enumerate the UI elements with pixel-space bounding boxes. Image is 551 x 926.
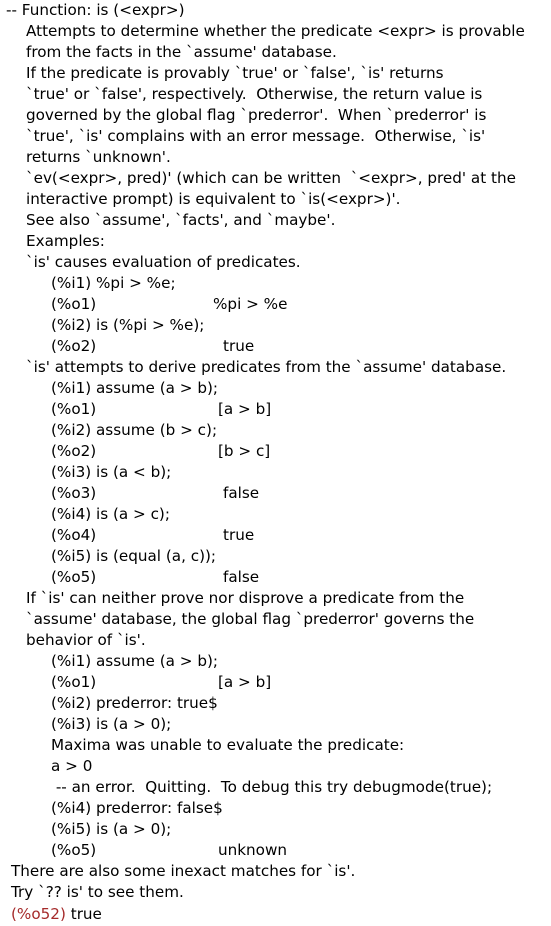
description-line: If the predicate is provably `true' or `false', `is' returns — [26, 64, 444, 82]
error-message: Maxima was unable to evaluate the predicate: — [51, 736, 405, 754]
output-line — [51, 483, 96, 504]
input-line — [51, 693, 218, 714]
input-line — [51, 546, 216, 567]
input-text: assume (a > b); — [96, 379, 219, 397]
description-line: interactive prompt) is equivalent to `is(<expr>)'. — [26, 190, 401, 208]
input-text: is (a > 0); — [96, 820, 172, 838]
output-label: (%o4) — [51, 526, 97, 544]
section-intro: behavior of `is'. — [26, 631, 146, 649]
input-text: is (equal (a, c)); — [96, 547, 217, 565]
output-value: [a > b] — [218, 673, 272, 691]
input-line — [51, 420, 217, 441]
section-intro: If `is' can neither prove nor disprove a predicate from the — [26, 589, 465, 607]
output-line — [51, 294, 96, 315]
output-value: unknown — [218, 841, 288, 859]
input-text: prederror: true$ — [96, 694, 218, 712]
input-line — [51, 798, 223, 819]
result-value: true — [70, 905, 102, 923]
input-label: (%i2) — [51, 421, 92, 439]
output-value: %pi > %e — [213, 295, 288, 313]
input-line — [51, 315, 204, 336]
input-label: (%i5) — [51, 820, 92, 838]
input-text: is (a < b); — [96, 463, 172, 481]
description-line: Attempts to determine whether the predicate <expr> is provable — [26, 22, 525, 40]
output-value: [b > c] — [218, 442, 271, 460]
output-label: (%o2) — [51, 337, 97, 355]
section-intro: `is' causes evaluation of predicates. — [26, 253, 301, 271]
output-line — [51, 840, 96, 861]
input-text: is (a > c); — [96, 505, 170, 523]
input-label: (%i2) — [51, 316, 92, 334]
output-label: (%o1) — [51, 400, 97, 418]
input-label: (%i2) — [51, 694, 92, 712]
input-line — [51, 462, 171, 483]
examples-heading: Examples: — [26, 232, 105, 250]
error-message: a > 0 — [51, 757, 93, 775]
output-value: false — [223, 484, 260, 502]
footer-line: There are also some inexact matches for `is'. — [11, 862, 356, 880]
input-label: (%i4) — [51, 505, 92, 523]
input-text: prederror: false$ — [96, 799, 223, 817]
output-line — [51, 399, 96, 420]
section-intro: `is' attempts to derive predicates from the `assume' database. — [26, 358, 507, 376]
description-line: `true' or `false', respectively. Otherwise, the return value is — [26, 85, 483, 103]
footer-line: Try `?? is' to see them. — [11, 883, 184, 901]
input-text: assume (b > c); — [96, 421, 218, 439]
output-line — [51, 567, 96, 588]
description-line: See also `assume', `facts', and `maybe'. — [26, 211, 336, 229]
input-text: assume (a > b); — [96, 652, 219, 670]
input-label: (%i4) — [51, 799, 92, 817]
function-header: -- Function: is (<expr>) — [6, 1, 185, 19]
description-line: `ev(<expr>, pred)' (which can be written `<expr>, pred' at the — [26, 169, 516, 187]
input-line — [51, 273, 176, 294]
input-label: (%i1) — [51, 274, 92, 292]
output-line — [51, 441, 96, 462]
input-label: (%i3) — [51, 715, 92, 733]
input-line — [51, 819, 171, 840]
result-label: (%o52) — [11, 905, 66, 923]
description-line: `true', `is' complains with an error message. Otherwise, `is' — [26, 127, 486, 145]
output-line — [51, 525, 96, 546]
result-line[interactable] — [11, 904, 102, 925]
input-label: (%i5) — [51, 547, 92, 565]
output-label: (%o1) — [51, 673, 97, 691]
output-label: (%o3) — [51, 484, 97, 502]
output-label: (%o1) — [51, 295, 97, 313]
input-line — [51, 378, 218, 399]
error-message: -- an error. Quitting. To debug this try debugmode(true); — [51, 778, 493, 796]
input-text: is (a > 0); — [96, 715, 172, 733]
section-intro: `assume' database, the global flag `prederror' governs the — [26, 610, 475, 628]
output-label: (%o5) — [51, 841, 97, 859]
input-line — [51, 504, 170, 525]
output-value: false — [223, 568, 260, 586]
output-value: [a > b] — [218, 400, 272, 418]
input-text: is (%pi > %e); — [96, 316, 205, 334]
description-line: returns `unknown'. — [26, 148, 171, 166]
description-line: governed by the global flag `prederror'. When `prederror' is — [26, 106, 487, 124]
input-line — [51, 714, 171, 735]
input-label: (%i1) — [51, 379, 92, 397]
output-line — [51, 336, 96, 357]
input-text: %pi > %e; — [96, 274, 176, 292]
output-value: true — [223, 526, 255, 544]
output-line — [51, 672, 96, 693]
description-line: from the facts in the `assume' database. — [26, 43, 337, 61]
output-value: true — [223, 337, 255, 355]
output-label: (%o5) — [51, 568, 97, 586]
input-line — [51, 651, 218, 672]
input-label: (%i1) — [51, 652, 92, 670]
input-label: (%i3) — [51, 463, 92, 481]
output-label: (%o2) — [51, 442, 97, 460]
